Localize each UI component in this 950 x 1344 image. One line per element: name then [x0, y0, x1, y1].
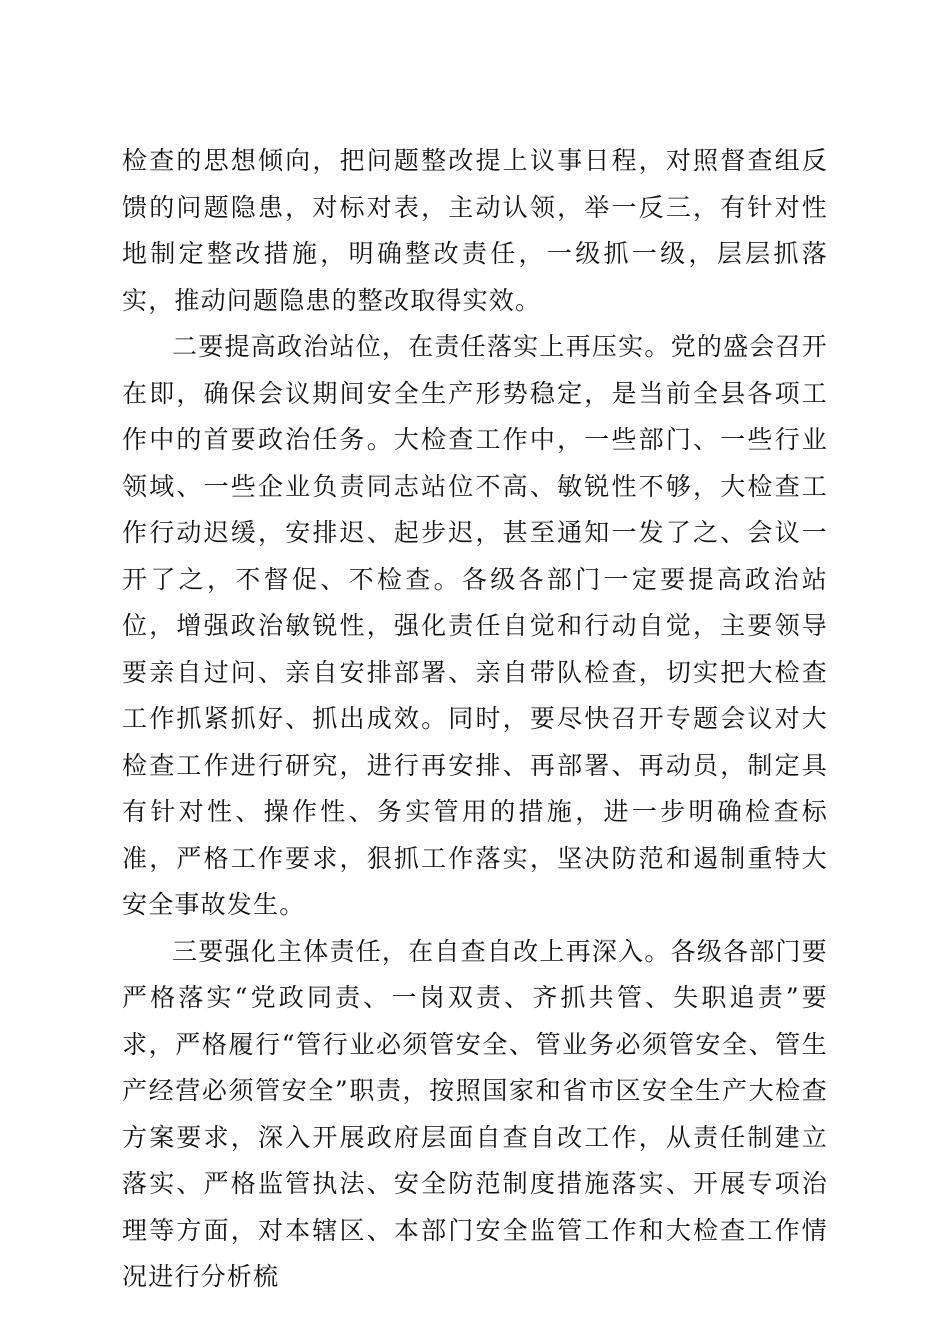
paragraph-2: 二要提高政治站位，在责任落实上再压实。党的盛会召开在即，确保会议期间安全生产形势稳定，是当前全县各项工作中的首要政治任务。大检查工作中，一些部门、一些行业领域、一些企业负责同志站位不高、敏锐性不够，大检查工作行动迟缓，安排迟、起步迟，甚至通知一发了之、会议一开了之，不督促、不检查。各级各部门一定要提高政治站位，增强政治敏锐性，强化责任自觉和行动自觉，主要领导要亲自过问、亲自安排部署、亲自带队检查，切实把大检查工作抓紧抓好、抓出成效。同时，要尽快召开专题会议对大检查工作进行研究，进行再安排、再部署、再动员，制定具有针对性、操作性、务实管用的措施，进一步明确检查标准，严格工作要求，狠抓工作落实，坚决防范和遏制重特大安全事故发生。: [122, 332, 828, 919]
paragraph-3: 三要强化主体责任，在自查自改上再深入。各级各部门要严格落实“党政同责、一岗双责、齐抓共管、失职追责”要求，严格履行“管行业必须管安全、管业务必须管安全、管生产经营必须管安全”职责，按照国家和省市区安全生产大检查方案要求，深入开展政府层面自查自改工作，从责任制建立落实、严格监管执法、安全防范制度措施落实、开展专项治理等方面，对本辖区、本部门安全监管工作和大检查工作情况进行分析梳: [122, 936, 828, 1291]
document-body: [122, 138, 828, 1301]
paragraph-1: 检查的思想倾向，把问题整改提上议事日程，对照督查组反馈的问题隐患，对标对表，主动认领，举一反三，有针对性地制定整改措施，明确整改责任，一级抓一级，层层抓落实，推动问题隐患的整改取得实效。: [122, 146, 828, 315]
